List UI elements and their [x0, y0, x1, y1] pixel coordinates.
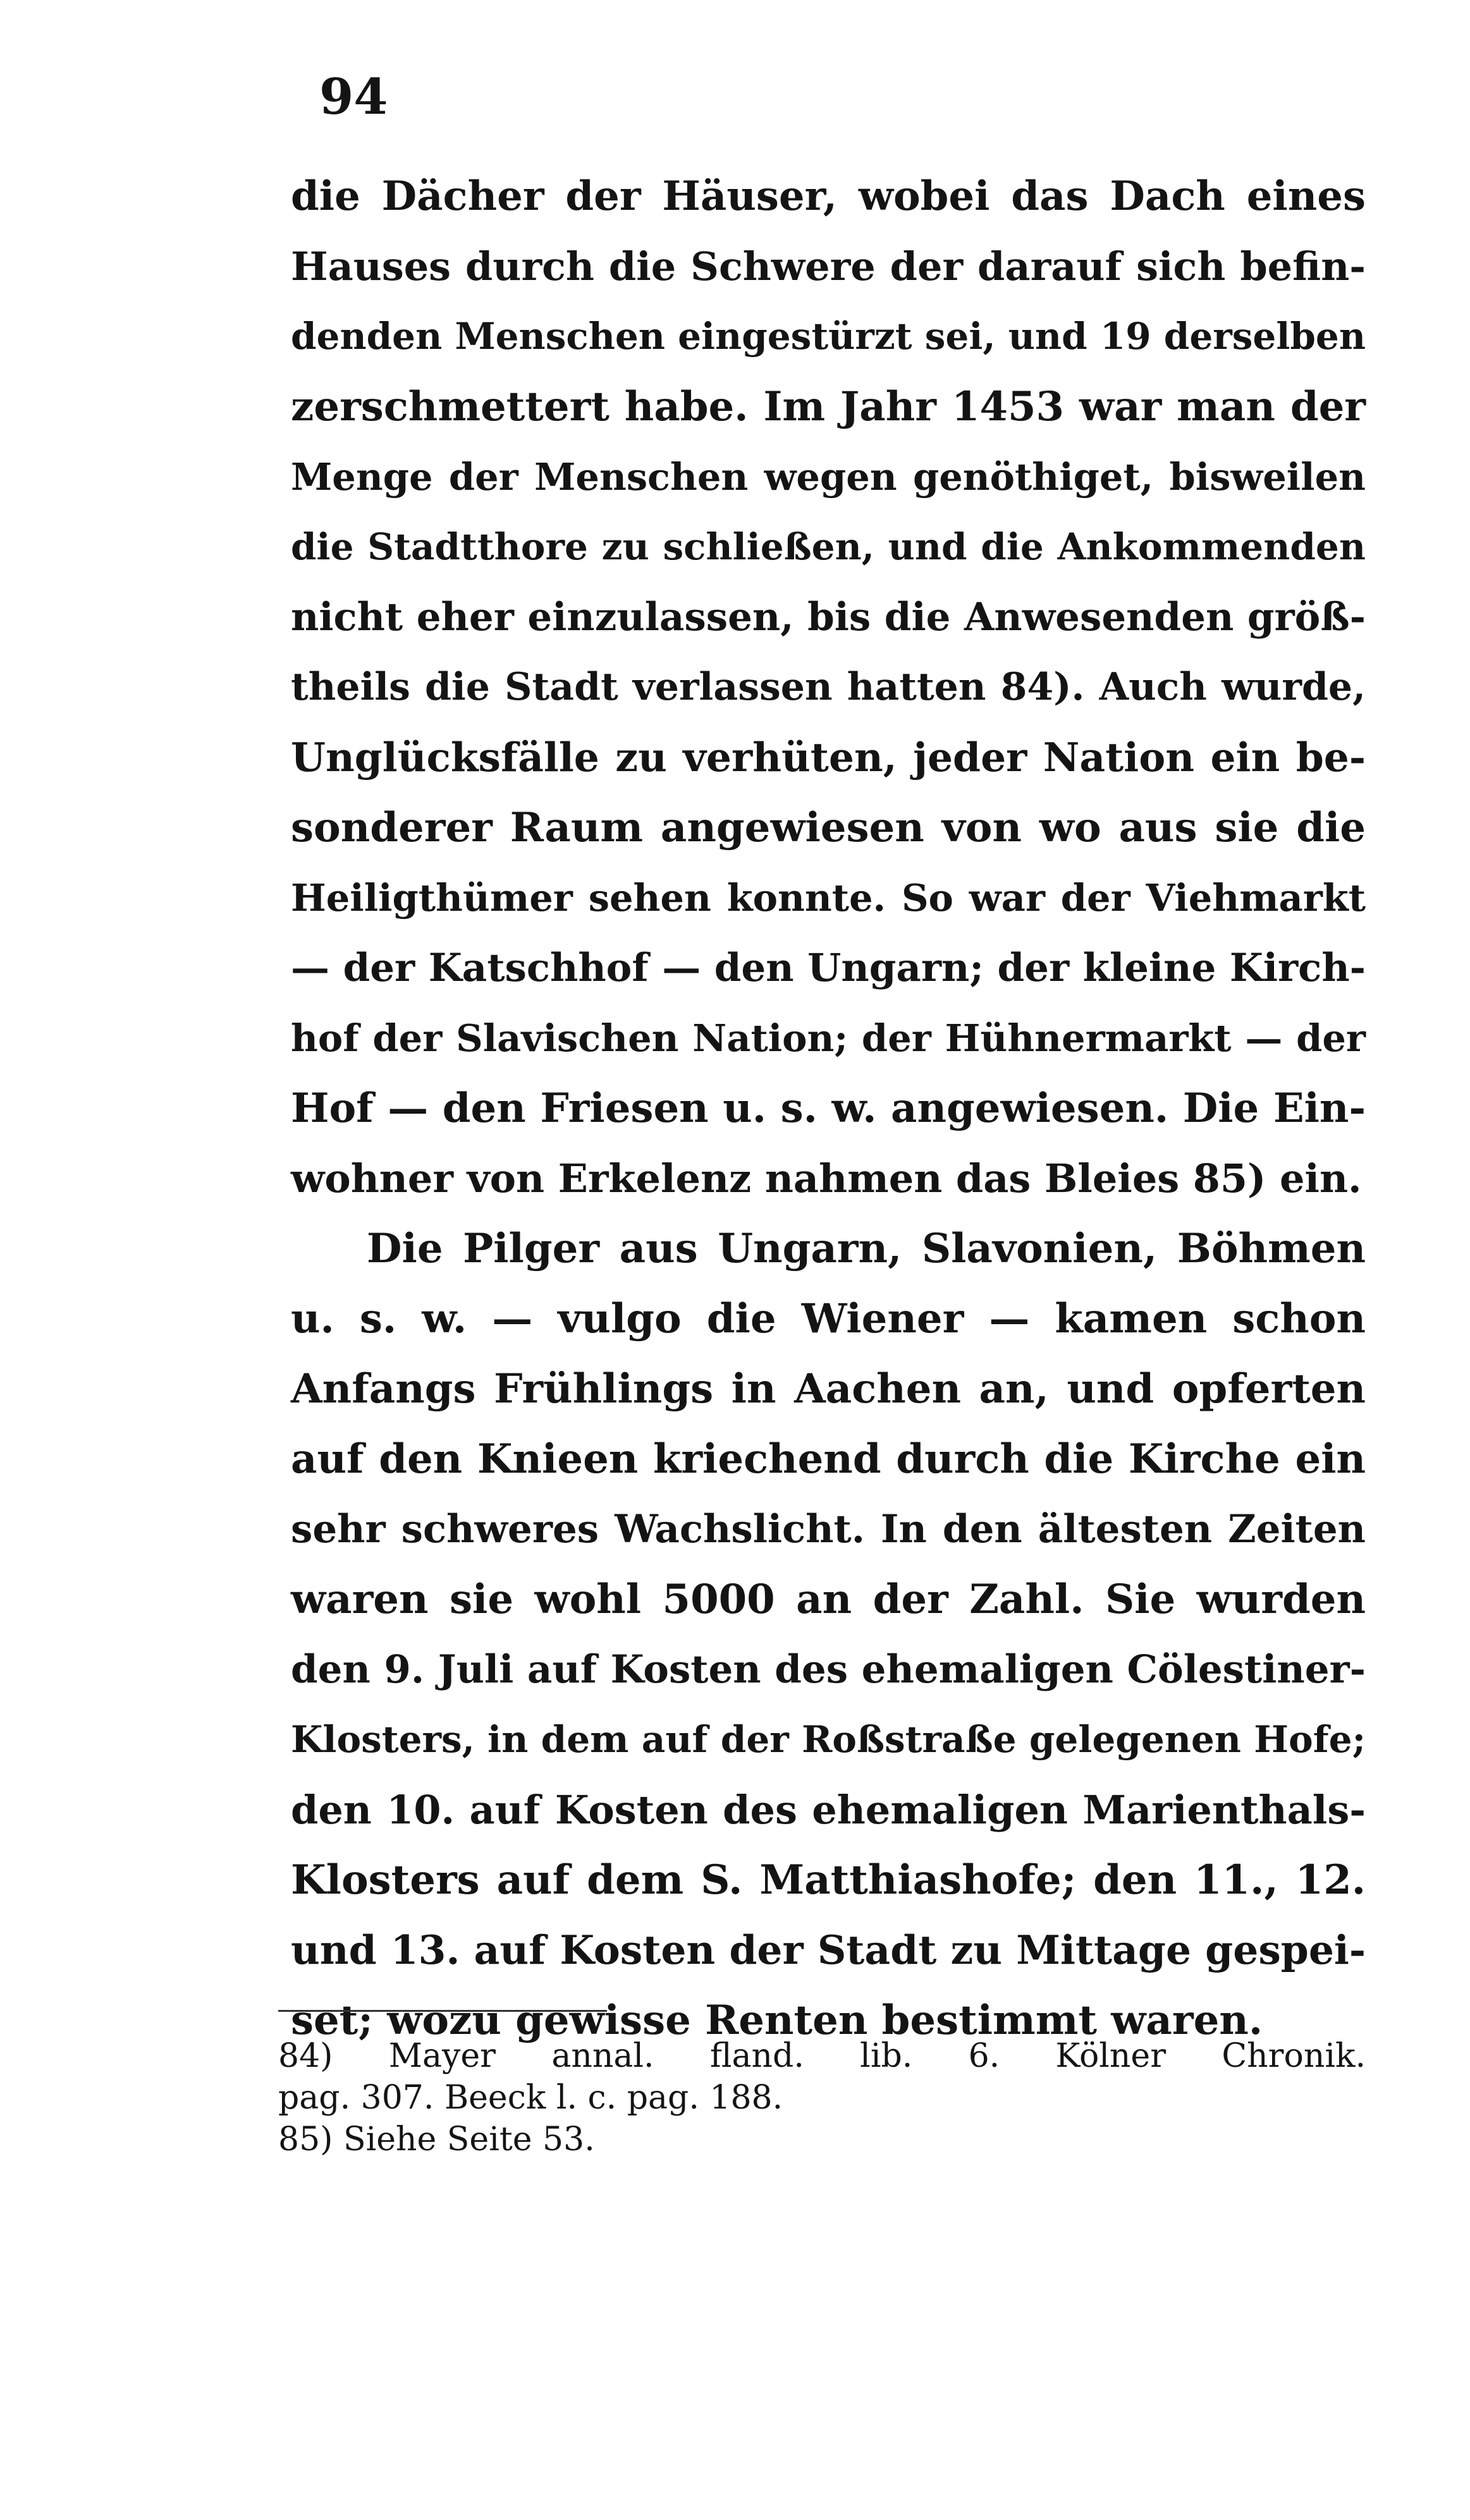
text-line: den 9. Juli auf Kosten des ehemaligen Cölestiner- — [291, 1647, 1366, 1692]
text-line: die Dächer der Häuser, wobei das Dach eines — [291, 173, 1366, 220]
text-line: hof der Slavischen Nation; der Hühnermarkt — der — [291, 1016, 1366, 1060]
text-line: — der Katschhof — den Ungarn; der kleine Kirch- — [291, 946, 1366, 990]
text-line: die Stadtthore zu schließen, und die Ankommenden — [291, 525, 1366, 568]
text-line: wohner von Erkelenz nahmen das Bleies 85) ein. — [291, 1155, 1362, 1202]
text-line: den 10. auf Kosten des ehemaligen Marienthals- — [291, 1787, 1366, 1833]
text-line: theils die Stadt verlassen hatten 84). Auch wurde, — [291, 665, 1366, 709]
footnote-divider — [278, 2010, 607, 2012]
text-line: Heiligthümer sehen konnte. So war der Viehmarkt — [291, 876, 1366, 920]
text-line: auf den Knieen kriechend durch die Kirche ein — [291, 1435, 1366, 1483]
text-line: Klosters, in dem auf der Roßstraße gelegenen Hofe; — [291, 1718, 1366, 1761]
text-line: Hof — den Friesen u. s. w. angewiesen. Die Ein- — [291, 1085, 1366, 1132]
text-line: Hauses durch die Schwere der darauf sich befin- — [291, 243, 1366, 289]
body-text — [291, 161, 1366, 2055]
text-line: u. s. w. — vulgo die Wiener — kamen schon — [291, 1295, 1366, 1342]
text-line: sehr schweres Wachslicht. In den ältesten Zeiten — [291, 1507, 1366, 1552]
text-line: Klosters auf dem S. Matthiashofe; den 11., 12. — [291, 1856, 1366, 1904]
text-line: waren sie wohl 5000 an der Zahl. Sie wurden — [291, 1576, 1366, 1623]
text-line: und 13. auf Kosten der Stadt zu Mittage gespei- — [291, 1927, 1366, 1973]
text-line: nicht eher einzulassen, bis die Anwesenden größ- — [291, 595, 1366, 640]
page-number: 94 — [319, 68, 388, 126]
footnote-line: 85) Siehe Seite 53. — [278, 2121, 595, 2158]
text-line: denden Menschen eingestürzt sei, und 19 derselben — [291, 315, 1366, 358]
text-line: set; wozu gewisse Renten bestimmt waren. — [291, 1997, 1263, 2044]
footnote-line: 84) Mayer annal. fland. lib. 6. Kölner Chronik. — [278, 2037, 1366, 2075]
text-line: zerschmettert habe. Im Jahr 1453 war man der — [291, 383, 1366, 430]
text-line: Menge der Menschen wegen genöthiget, bisweilen — [291, 455, 1366, 499]
text-line: Unglücksfälle zu verhüten, jeder Nation ein be- — [291, 734, 1366, 781]
footnote-line: pag. 307. Beeck l. c. pag. 188. — [278, 2079, 783, 2117]
text-line: sonderer Raum angewiesen von wo aus sie die — [291, 804, 1366, 851]
text-line: Anfangs Frühlings in Aachen an, und opferten — [291, 1365, 1366, 1413]
footnotes — [278, 2035, 1366, 2160]
text-line: Die Pilger aus Ungarn, Slavonien, Böhmen — [367, 1225, 1366, 1272]
